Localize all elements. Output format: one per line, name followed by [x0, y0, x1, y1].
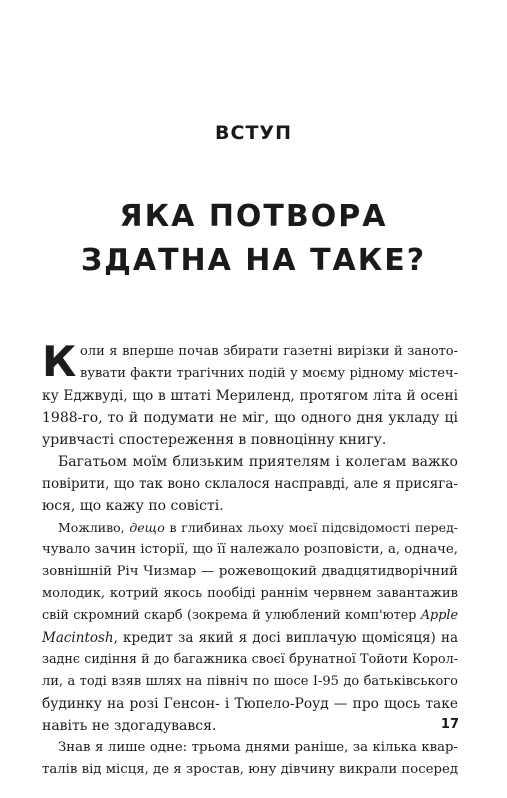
chapter-title-line-1: ЯКА ПОТВОРА — [119, 199, 388, 234]
text-line: вувати факти трагічних подій у моєму рідному містеч- — [80, 366, 458, 381]
text-line: юся, що кажу по совісті. — [42, 498, 224, 514]
text-line: будинку на розі Генсон- і Тюпело-Роуд — про щось таке — [42, 696, 458, 712]
section-label: ВСТУП — [215, 122, 292, 144]
text-line: уривчасті спостереження в повноцінну книгу. — [42, 432, 387, 448]
text-line: заднє сидіння й до багажника своєї брунатної Тойоти Корол- — [42, 652, 458, 667]
text-line: Можливо, дещо в глибинах льоху моєї підсвідомості перед- — [58, 520, 458, 535]
body-text — [42, 337, 458, 781]
text-line: К оли я вперше почав збирати газетні вирізки й заното- — [42, 337, 458, 386]
text-line: ку Еджвуді, що в штаті Мериленд, протягом літа й осені — [42, 388, 458, 404]
text-line: талів від місця, де я зростав, юну дівчину викрали посеред — [42, 762, 458, 777]
drop-cap: К — [42, 337, 77, 386]
text-line: свій скромний скарб (зокрема й улюблений комп'ютер Apple — [42, 608, 458, 623]
text-line: Macintosh, кредит за який я досі виплачую щомісяця) на — [42, 630, 458, 646]
text-line: зовнішній Річ Чизмар — рожевощокий двадцятидворічний — [42, 564, 458, 579]
emphasis: дещо — [129, 520, 165, 535]
text-line: Багатьом моїм близьким приятелям і колегам важко — [58, 454, 458, 470]
text-line: чувало зачин історії, що її належало розповісти, а, одначе, — [42, 542, 458, 557]
text-line: повірити, що так воно склалося насправді, але я присяга- — [42, 476, 458, 492]
chapter-title — [0, 195, 507, 283]
text-line: Знав я лише одне: трьома днями раніше, за кілька квар- — [58, 740, 458, 755]
page-number: 17 — [440, 717, 459, 732]
text-line: навіть не здогадувався. — [42, 718, 217, 734]
emphasis: Apple — [420, 608, 458, 623]
emphasis: Macintosh — [42, 630, 114, 646]
text-line: 1988-го, то й подумати не міг, що одного дня укладу ці — [42, 410, 458, 426]
chapter-title-line-2: ЗДАТНА НА ТАКЕ? — [80, 243, 427, 278]
text-line: молодик, котрий якось пообіді раннім червнем завантажив — [42, 586, 458, 601]
text-line: ли, а тоді взяв шлях на північ по шосе І-95 до батьківського — [42, 674, 458, 689]
